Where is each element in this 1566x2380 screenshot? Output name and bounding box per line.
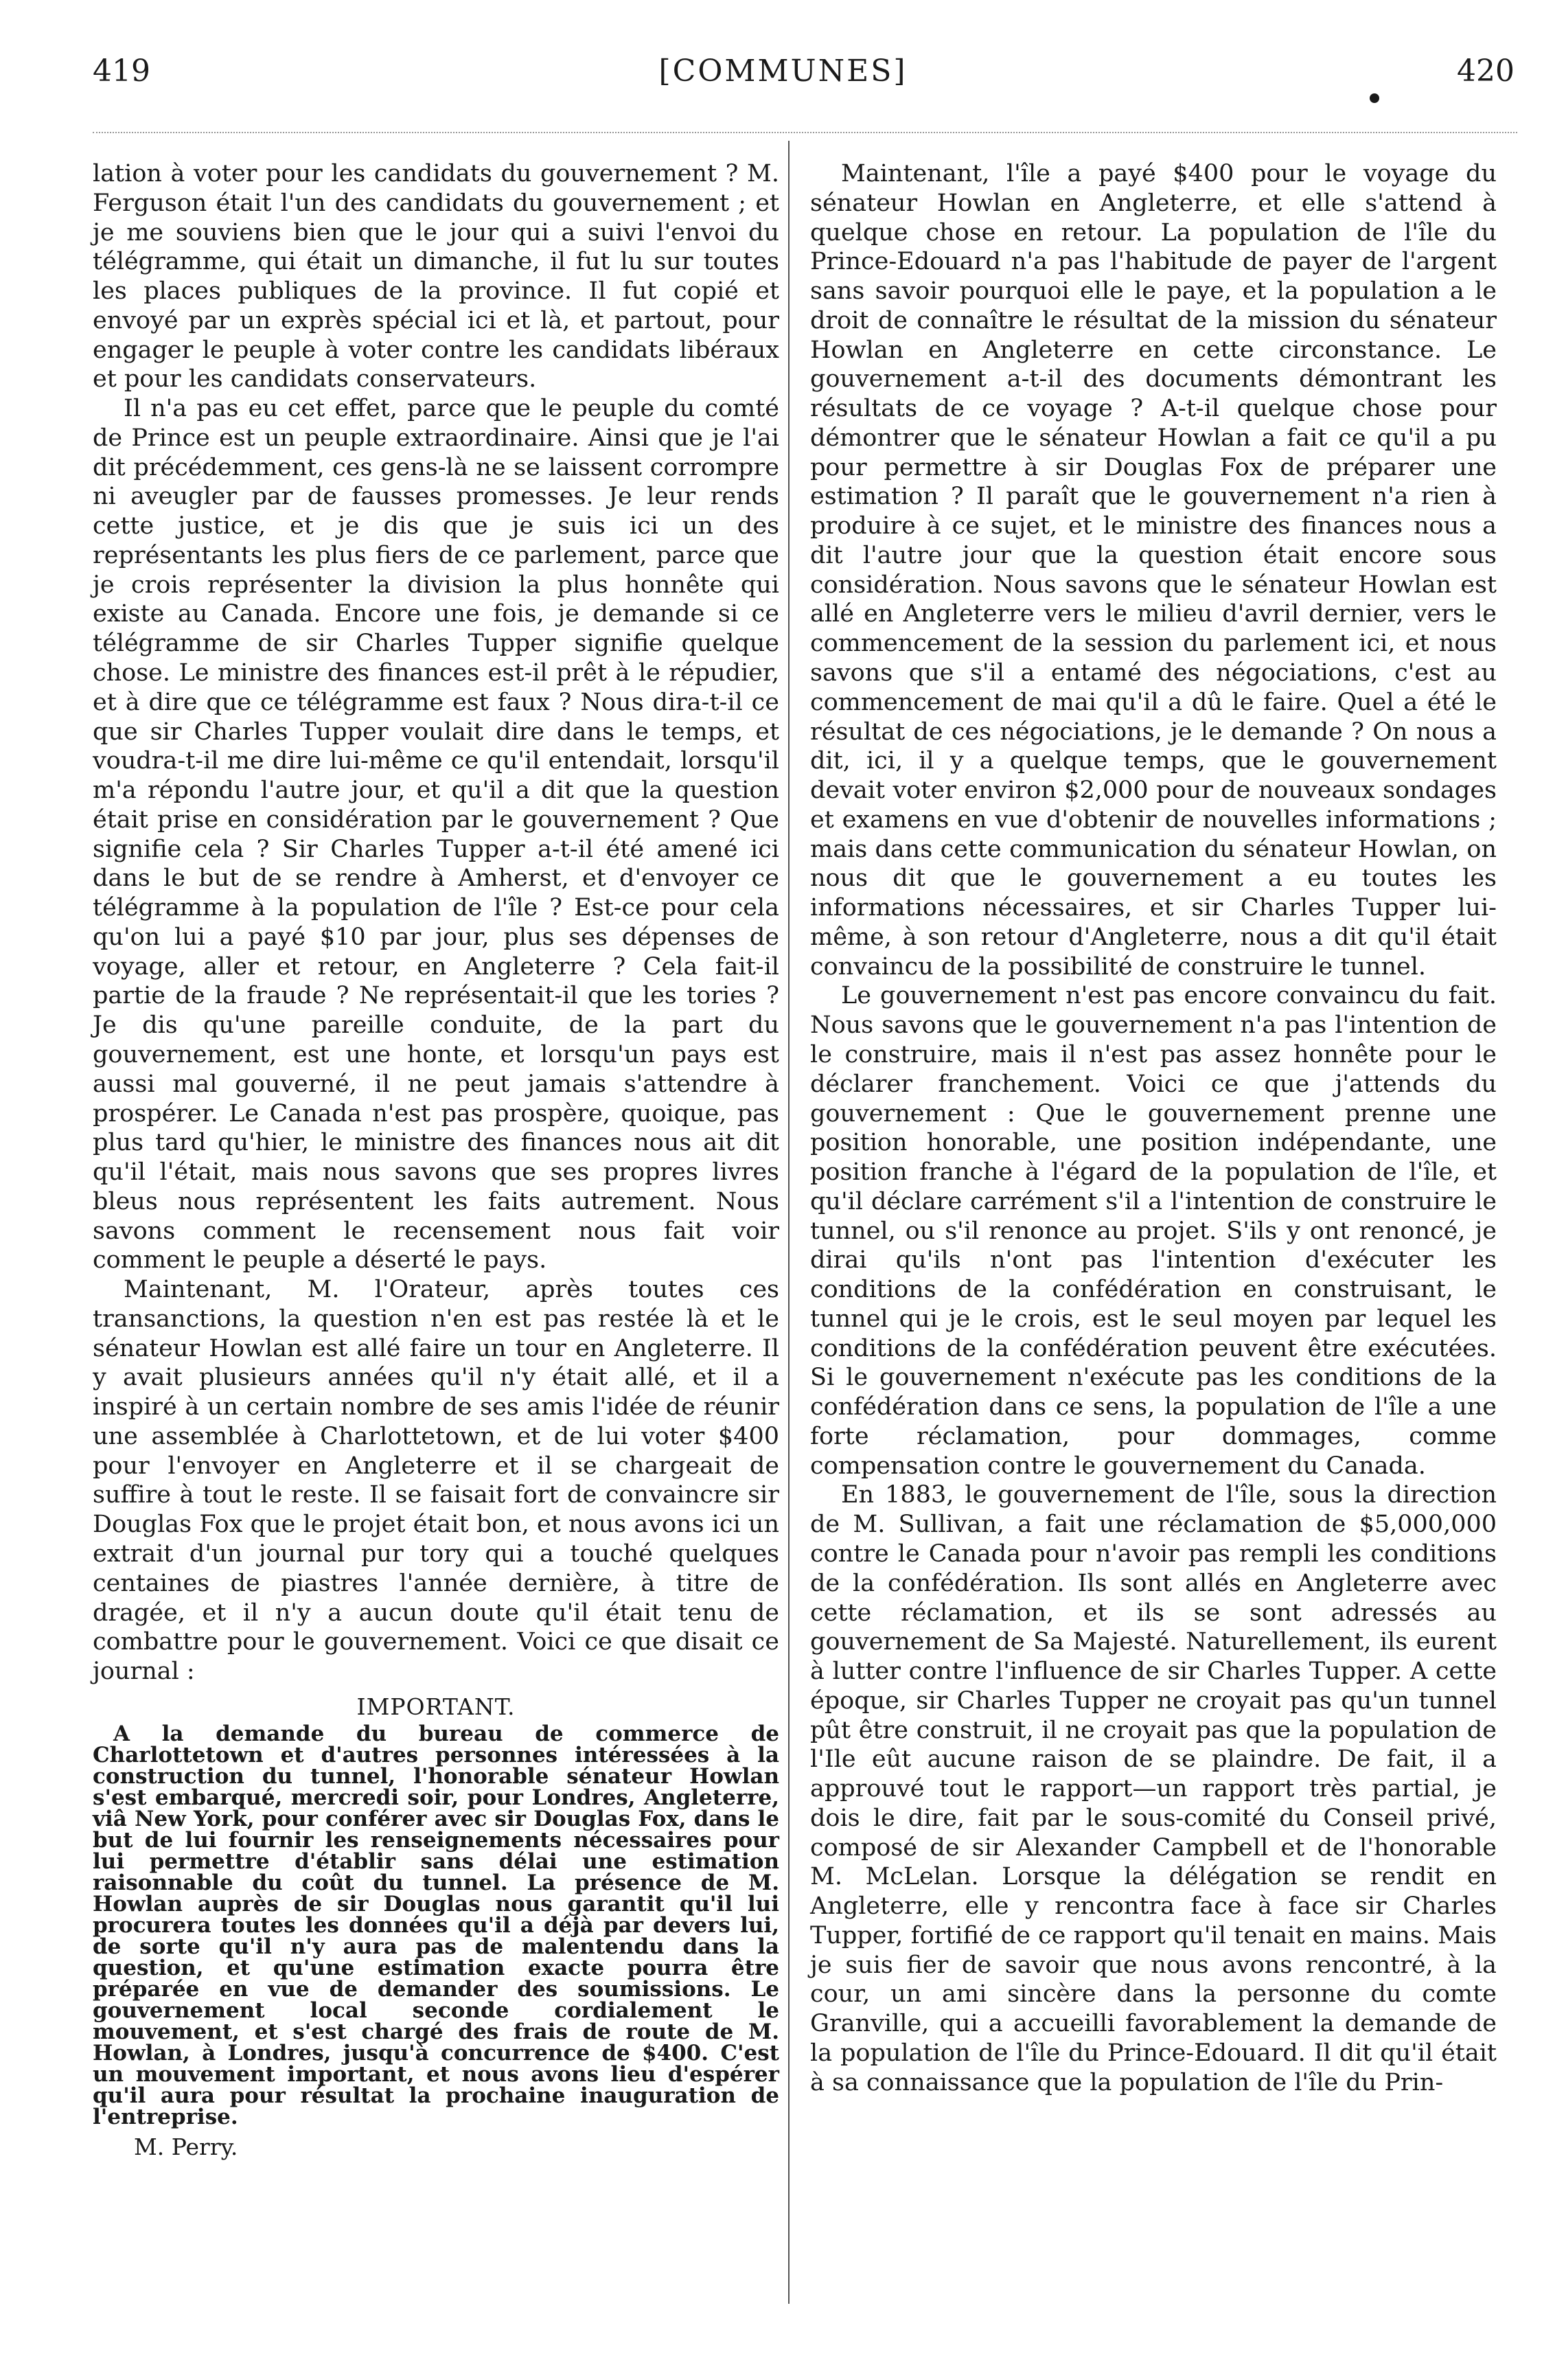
page-header (0, 54, 1566, 102)
left-column (93, 159, 779, 2161)
quoted-article (93, 1721, 779, 2130)
page-number-right: 420 (1457, 54, 1515, 89)
paragraph: Il n'a pas eu cet effet, parce que le peuple du comté de Prince est un peuple extraordinaire. Ainsi que je l'ai dit précédemment, ces gens-là ne se laissent corrompre ni aveugler par de fausses promesses. Je leur rends cette justice, et je dis que je suis ici un des représentants les plus fiers de ce parlement, parce que je crois représenter la division la plus honnête qui existe au Canada. Encore une fois, je demande si ce télégramme de sir Charles Tupper signifie quelque chose. Le ministre des finances est-il prêt à le répudier, et à dire que ce télégramme est faux ? Nous dira-t-il ce que sir Charles Tupper voulait dire dans le temps, et voudra-t-il me dire lui-même ce qu'il entendait, lorsqu'il m'a répondu l'autre jour, et qu'il a dit que la question était prise en considération par le gouvernement ? Que signifie cela ? Sir Charles Tupper a-t-il été amené ici dans le but de se rendre à Amherst, et d'envoyer ce télégramme à la population de l'île ? Est-ce pour cela qu'on lui a payé $10 par jour, plus ses dépenses de voyage, aller et retour, en Angleterre ? Cela fait-il partie de la fraude ? Ne représentait-il que les tories ? Je dis qu'une pareille conduite, de la part du gouvernement, est une honte, et lorsqu'un pays est aussi mal gouverné, il ne peut jamais s'attendre à prospérer. Le Canada n'est pas prospère, quoique, pas plus tard qu'hier, le ministre des finances nous ait dit qu'il l'était, mais nous savons que ses propres livres bleus nous représentent les faits autrement. Nous savons comment le recensement nous fait voir comment le peuple a déserté le pays. (93, 395, 779, 1274)
page-number-left: 419 (93, 54, 150, 89)
right-column (810, 159, 1497, 2098)
header-rule (93, 132, 1517, 133)
ink-dot (1370, 93, 1379, 103)
column-divider (788, 141, 790, 2304)
paragraph: Le gouvernement n'est pas encore convaincu du fait. Nous savons que le gouvernement n'a pas l'intention de le construire, mais il n'est pas assez honnête pour le déclarer franchement. Voici ce que j'attends du gouvernement : Que le gouvernement prenne une position honorable, une position indépendante, une position franche à l'égard de la population de l'île, et qu'il déclare carrément s'il a l'intention de construire le tunnel, ou s'il renonce au projet. S'ils y ont renoncé, je dirai qu'ils n'ont pas l'intention d'exécuter les conditions de la confédération en construisant, le tunnel qui je le crois, est le seul moyen par lequel les conditions de la confédération peuvent être exécutées. Si le gouvernement n'exécute pas les conditions de la confédération dans ce sens, la population de l'île a une forte réclamation, pour dommages, comme compensation contre le gouvernement du Canada. (810, 982, 1497, 1480)
running-title: [COMMUNES] (658, 54, 908, 89)
signature: M. Perry. (134, 2133, 238, 2161)
paragraph: Maintenant, M. l'Orateur, après toutes ces transanctions, la question n'en est pas restée là et le sénateur Howlan est allé faire un tour en Angleterre. Il y avait plusieurs années qu'il n'y était allé, et il a inspiré à un certain nombre de ses amis l'idée de réunir une assemblée à Charlottetown, et de lui voter $400 pour l'envoyer en Angleterre et il se chargeait de suffire à tout le reste. Il se faisait fort de convaincre sir Douglas Fox que le projet était bon, et nous avons ici un extrait d'un journal pur tory qui a touché quelques centaines de piastres l'année dernière, à titre de dragée, et il n'y a aucun doute qu'il était tenu de combattre pour le gouvernement. Voici ce que disait ce journal : (93, 1276, 779, 1686)
paragraph: lation à voter pour les candidats du gouvernement ? M. Ferguson était l'un des candidats du gouvernement ; et je me souviens bien que le jour qui a suivi l'envoi du télégramme, qui était un dimanche, il fut lu sur toutes les places publiques de la province. Il fut copié et envoyé par un exprès spécial ici et là, et partout, pour engager le peuple à voter contre les candidats libéraux et pour les candidats conservateurs. (93, 160, 779, 393)
quote-heading: IMPORTANT. (356, 1693, 516, 1720)
paragraph: Maintenant, l'île a payé $400 pour le voyage du sénateur Howlan en Angleterre, et elle s'attend à quelque chose en retour. La population de l'île du Prince-Edouard n'a pas l'habitude de payer de l'argent sans savoir pourquoi elle le paye, et la population a le droit de connaître le résultat de la mission du sénateur Howlan en Angleterre en cette circonstance. Le gouvernement a-t-il des documents démontrant les résultats de ce voyage ? A-t-il quelque chose pour démontrer que le sénateur Howlan a fait ce qu'il a pu pour permettre à sir Douglas Fox de préparer une estimation ? Il paraît que le gouvernement n'a rien à produire à ce sujet, et le ministre des finances nous a dit l'autre jour que la question était encore sous considération. Nous savons que le sénateur Howlan est allé en Angleterre vers le milieu d'avril dernier, vers le commencement de la session du parlement ici, et nous savons que s'il a entamé des négociations, c'est au commencement de mai qu'il a dû le faire. Quel a été le résultat de ces négociations, je le demande ? On nous a dit, ici, il y a quelque temps, que le gouvernement devait voter environ $2,000 pour de nouveaux sondages et examens en vue d'obtenir de nouvelles informations ; mais dans cette communication du sénateur Howlan, on nous dit que le gouvernement a eu toutes les informations nécessaires, et sir Charles Tupper lui-même, à son retour d'Angleterre, nous a dit qu'il était convaincu de la possibilité de construire le tunnel. (810, 160, 1497, 981)
paragraph: En 1883, le gouvernement de l'île, sous la direction de M. Sullivan, a fait une réclamation de $5,000,000 contre le Canada pour n'avoir pas rempli les conditions de la confédération. Ils sont allés en Angleterre avec cette réclamation, et ils se sont adressés au gouvernement de Sa Majesté. Naturellement, ils eurent à lutter contre l'influence de sir Charles Tupper. A cette époque, sir Charles Tupper ne croyait pas qu'un tunnel pût être construit, il ne croyait pas que la population de l'Ile eût aucune raison de se plaindre. De fait, il a approuvé tout le rapport—un rapport très partial, je dois le dire, fait par le sous-comité du Conseil privé, composé de sir Alexander Campbell et de l'honorable M. McLelan. Lorsque la délégation se rendit en Angleterre, elle y rencontra face à face sir Charles Tupper, fortifié de ce rapport qu'il tenait en mains. Mais je suis fier de savoir que nous avons rencontré, à la cour, un ami sincère dans la personne du comte Granville, qui a accueilli favorablement la demande de la population de l'île du Prince-Edouard. Il dit qu'il était à sa connaissance que la population de l'île du Prin- (810, 1481, 1497, 2096)
quoted-text: A la demande du bureau de commerce de Charlottetown et d'autres personnes intéressées à la construction du tunnel, l'honorable sénateur Howlan s'est embarqué, mercredi soir, pour Londres, Angleterre, viâ New York, pour conférer avec sir Douglas Fox, dans le but de lui fournir les renseignements nécessaires pour lui permettre d'établir sans délai une estimation raisonnable du coût du tunnel. La présence de M. Howlan auprès de sir Douglas nous garantit qu'il lui procurera toutes les données qu'il a déjà par devers lui, de sorte qu'il n'y aura pas de malentendu dans la question, et qu'une estimation exacte pourra être préparée en vue de demander des soumissions. Le gouvernement local seconde cordialement le mouvement, et s'est chargé des frais de route de M. Howlan, à Londres, jusqu'à concurrence de $400. C'est un mouvement important, et nous avons lieu d'espérer qu'il aura pour résultat la prochaine inauguration de l'entreprise. (93, 1721, 779, 2130)
